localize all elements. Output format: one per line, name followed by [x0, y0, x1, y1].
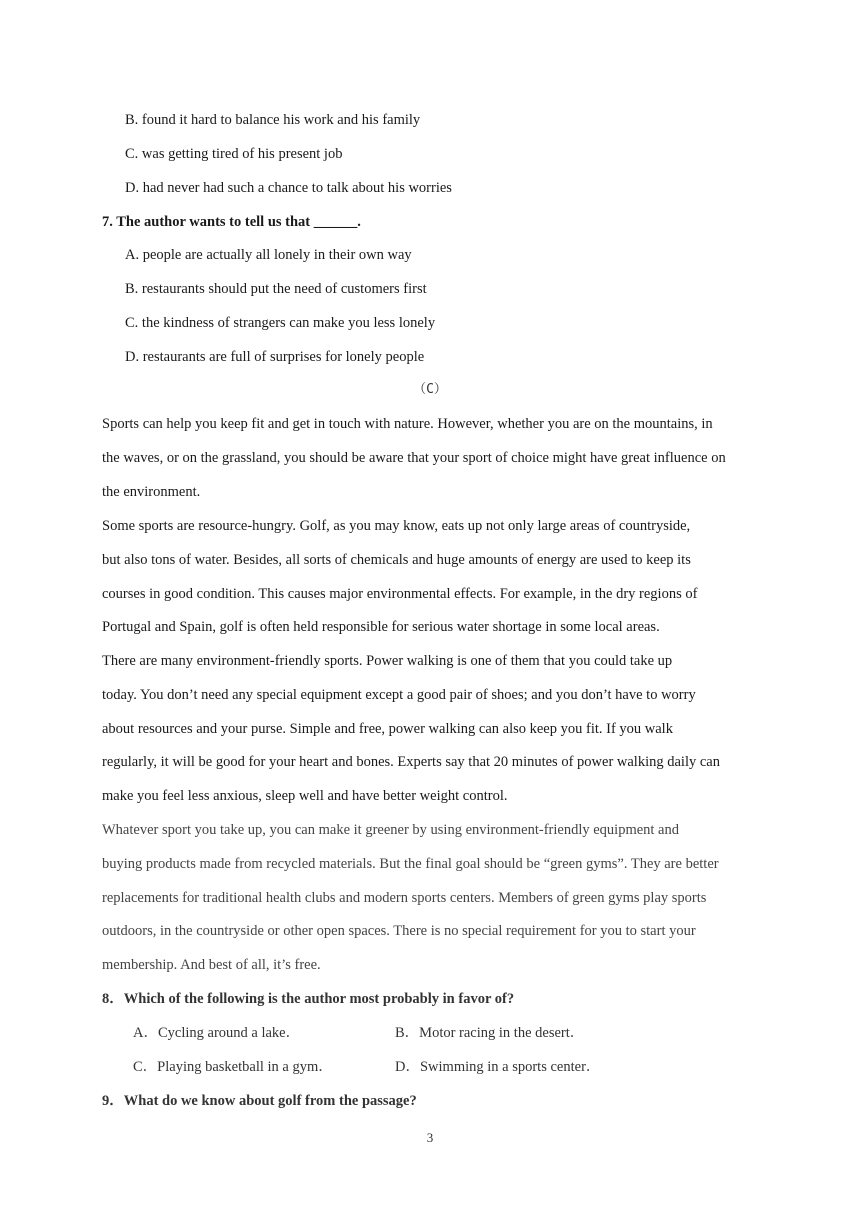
paragraph-line: the waves, or on the grassland, you should be aware that your sport of choice might have great influence on — [102, 449, 726, 466]
paragraph-line: regularly, it will be good for your heart and bones. Experts say that 20 minutes of power walking daily can — [102, 754, 720, 771]
q7-stem: 7. The author wants to tell us that ______. — [102, 214, 361, 230]
paragraph-line: Portugal and Spain, golf is often held responsible for serious water shortage in some local areas. — [102, 619, 660, 636]
paragraph-line: replacements for traditional health clubs and modern sports centers. Members of green gyms play sports — [102, 889, 707, 906]
paragraph-line: membership. And best of all, it’s free. — [102, 957, 321, 974]
paragraph-line: outdoors, in the countryside or other open spaces. There is no special requirement for you to start your — [102, 923, 696, 940]
paragraph-line: Whatever sport you take up, you can make it greener by using environment-friendly equipment and — [102, 822, 679, 838]
section-c-label: （C） — [413, 382, 447, 397]
paragraph-3 — [102, 651, 758, 820]
q8-option-a: A．Cycling around a lake． — [133, 1025, 301, 1041]
page-number: 3 — [426, 1130, 434, 1145]
q6-option-b: B. found it hard to balance his work and his family — [125, 112, 421, 128]
paragraph-line: the environment. — [102, 483, 201, 500]
q8-stem: 8．Which of the following is the author most probably in favor of? — [102, 991, 515, 1007]
paragraph-1 — [102, 414, 758, 515]
q8-option-b: B．Motor racing in the desert． — [395, 1025, 585, 1041]
paragraph-line: about resources and your purse. Simple and free, power walking can also keep you fit. If you walk — [102, 720, 673, 737]
paragraph-line: courses in good condition. This causes major environmental effects. For example, in the dry regions of — [102, 585, 698, 602]
q7-option-b: B. restaurants should put the need of customers first — [125, 281, 427, 297]
paragraph-line: but also tons of water. Besides, all sorts of chemicals and huge amounts of energy are used to keep its — [102, 551, 691, 568]
q9-stem: 9．What do we know about golf from the passage? — [102, 1093, 417, 1109]
paragraph-line: buying products made from recycled materials. But the final goal should be “green gyms”. They are better — [102, 855, 719, 872]
paragraph-line: Some sports are resource-hungry. Golf, as you may know, eats up not only large areas of countryside, — [102, 518, 691, 534]
q7-option-a: A. people are actually all lonely in their own way — [125, 247, 412, 263]
paragraph-line: There are many environment-friendly sports. Power walking is one of them that you could take up — [102, 653, 673, 669]
paragraph-line: make you feel less anxious, sleep well and have better weight control. — [102, 788, 508, 805]
q7-option-c: C. the kindness of strangers can make you less lonely — [125, 315, 436, 331]
q8-option-c: C．Playing basketball in a gym． — [133, 1059, 333, 1075]
q8-option-d: D．Swimming in a sports center． — [395, 1059, 601, 1075]
q6-option-c: C. was getting tired of his present job — [125, 146, 343, 162]
paragraph-2 — [102, 516, 758, 651]
paragraph-line: Sports can help you keep fit and get in touch with nature. However, whether you are on the mountains, in — [102, 416, 713, 432]
paragraph-line: today. You don’t need any special equipment except a good pair of shoes; and you don’t have to worry — [102, 686, 696, 703]
q7-option-d: D. restaurants are full of surprises for lonely people — [125, 349, 425, 365]
q6-option-d: D. had never had such a chance to talk about his worries — [125, 180, 452, 196]
paragraph-4 — [102, 820, 758, 989]
